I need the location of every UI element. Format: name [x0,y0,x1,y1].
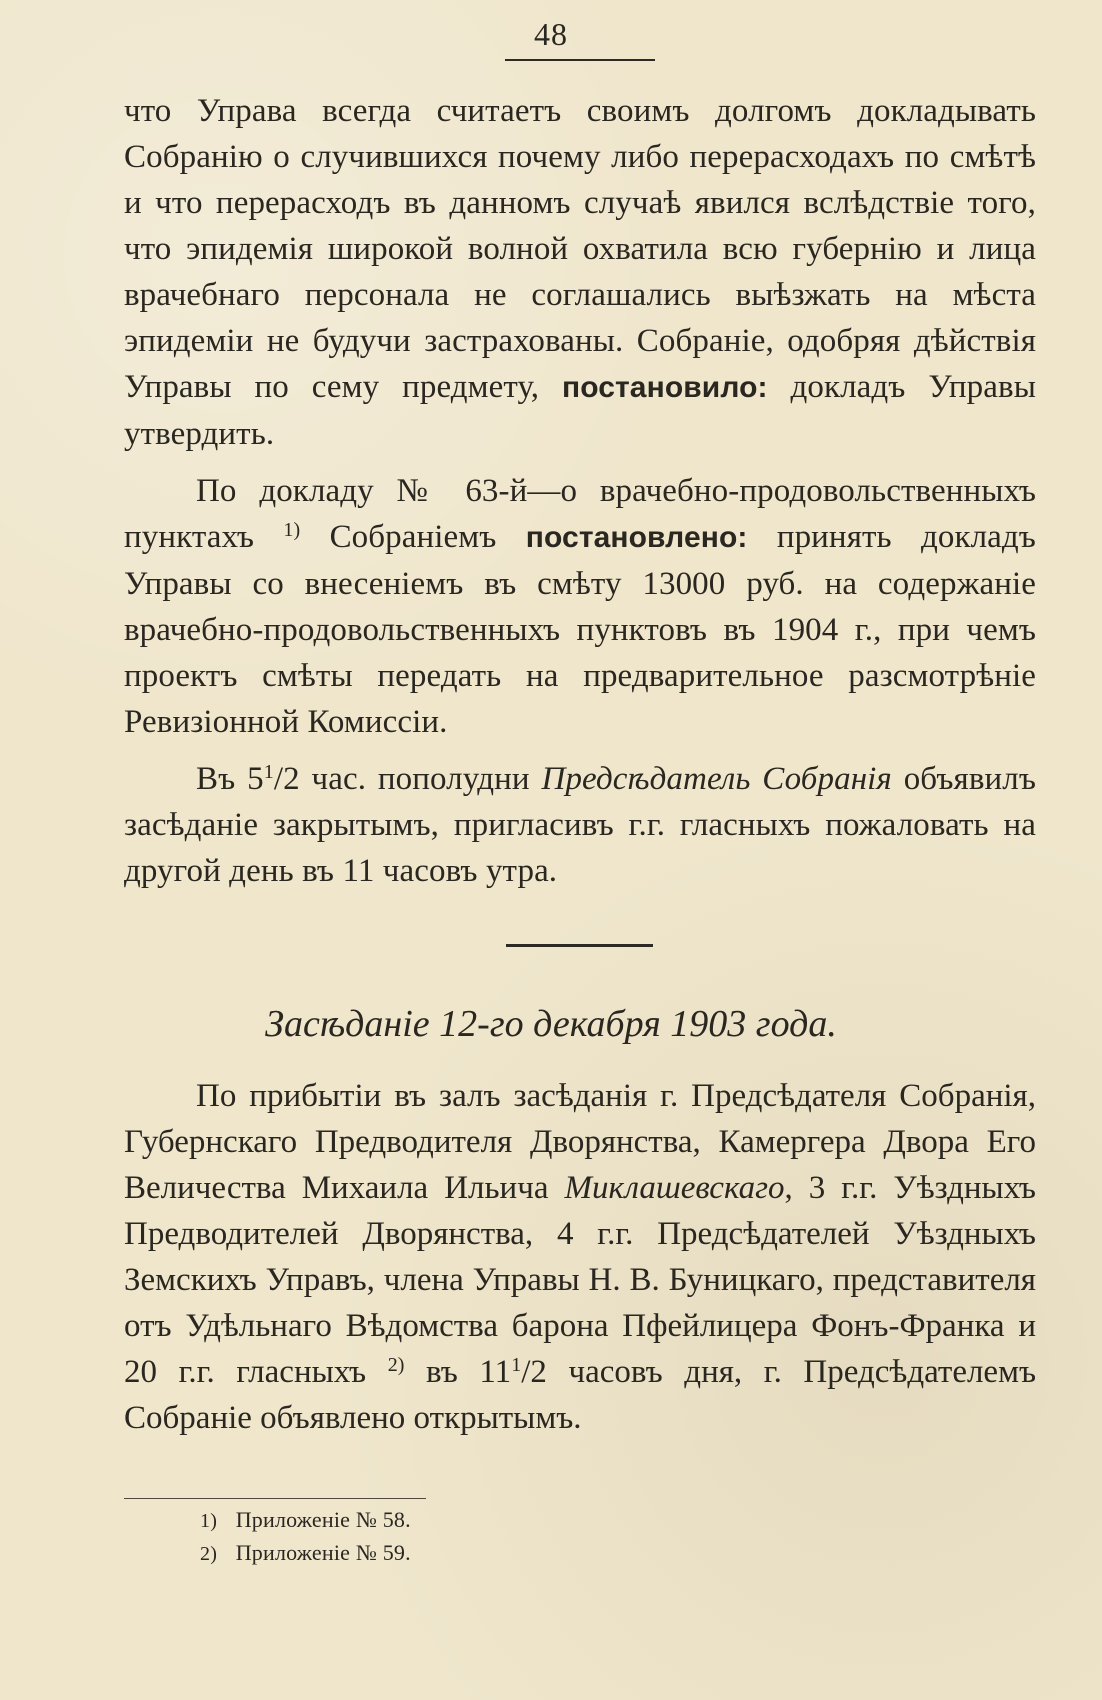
paragraph-2-text: По докладу № 63-й—о врачебно-продовольственныхъ пунктахъ [124,473,1036,555]
footnote-item [200,1537,700,1570]
page-header [0,14,1102,54]
footnote-marker: 1) [200,1510,218,1532]
header-rule [505,59,655,61]
chairman-title: Предсѣдатель Собранія [541,761,892,797]
footnote-text: Приложеніе № 59. [235,1540,411,1565]
footnotes [200,1504,700,1570]
footnote-marker: 2) [200,1543,218,1565]
paragraph-1 [124,88,1036,457]
paragraph-1-ending: докладъ Управы утвердить. [124,369,1036,452]
section-paragraph-ending: часовъ дня, г. Предсѣдателемъ Собраніе объявлено открытымъ. [124,1354,1037,1436]
footnote-reference-2: 2) [387,1354,405,1376]
section-paragraph-text: По прибытіи въ залъ засѣданія г. Предсѣдателя Собранія, Губернскаго Предводителя Дворянства, Камергера Двора Его Величества Михаила Ильича [124,1078,1036,1206]
paragraph-3-middle: час. пополудни [311,761,530,797]
time-fraction-denominator: /2 [273,761,300,797]
section-paragraph [124,1073,1036,1441]
paragraph-2-middle: Собраніемъ [329,519,497,555]
paragraph-1-text: что Управа всегда считаетъ своимъ долгомъ докладывать Собранію о случившихся почему либо перерасходахъ по смѣтѣ и что перерасходъ въ данномъ случаѣ явился вслѣдствіе того, что эпидемія широкой волной охватила всю губернію и лица врачебнаго персонала не соглашались выѣзжать на мѣста эпидеміи не будучи застрахованы. Собраніе, одобряя дѣйствія Управы по сему предмету, [124,93,1036,405]
section-time-numerator: 1 [511,1354,522,1376]
footnote-reference-1: 1) [283,519,301,541]
footnote-rule [124,1498,426,1499]
resolution-keyword-1: постановило: [561,371,768,404]
section-title: Засѣданіе 12-го декабря 1903 года. [265,1003,837,1045]
section-body [124,1073,1036,1452]
section-time-denominator: /2 [521,1354,547,1390]
footnote-text: Приложеніе № 58. [235,1507,411,1532]
paragraph-3-prefix: Въ [196,761,236,797]
resolution-keyword-2: постановлено: [525,521,748,554]
section-divider [506,944,653,947]
main-text [124,88,1036,905]
footnote-item [200,1504,700,1537]
section-time-main: въ 11 [425,1354,512,1390]
time-fraction-numerator: 1 [263,761,274,783]
paragraph-2 [124,468,1036,745]
page-number: 48 [534,16,568,52]
person-name-miklashevsky: Миклашевскаго [564,1170,785,1206]
time-number-main: 5 [247,761,264,797]
paragraph-3 [124,756,1036,894]
paragraph-3-ending: объявилъ засѣданіе закрытымъ, пригласивъ г.г. гласныхъ пожаловать на другой день въ 11 часовъ утра. [124,761,1036,889]
section-paragraph-middle: , 3 г.г. Уѣздныхъ Предводителей Дворянства, 4 г.г. Предсѣдателей Уѣздныхъ Земскихъ Управъ, члена Управы Н. В. Буницкаго, представителя отъ Удѣльнаго Вѣдомства барона Пфейлицера Фонъ-Франка и 20 г.г. гласныхъ [124,1170,1036,1390]
paragraph-2-ending: принять докладъ Управы со внесеніемъ въ смѣту 13000 руб. на содержаніе врачебно-продовольственныхъ пунктовъ въ 1904 г., при чемъ проектъ смѣты передать на предварительное разсмотрѣніе Ревизіонной Комиссіи. [124,519,1036,740]
